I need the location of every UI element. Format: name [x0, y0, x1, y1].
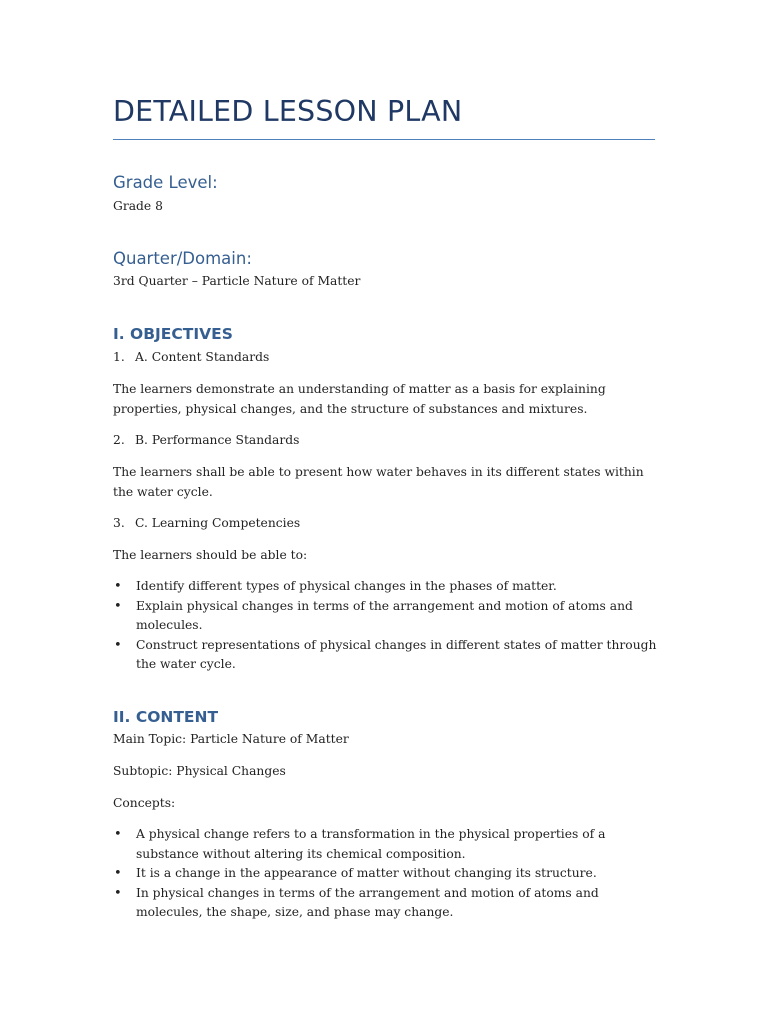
list-number: 3. — [113, 516, 125, 530]
learning-competencies-item — [113, 513, 300, 533]
bullet-icon: • — [114, 866, 122, 881]
quarter-domain-value: 3rd Quarter – Particle Nature of Matter — [113, 274, 361, 288]
learning-competencies-intro: The learners should be able to: — [113, 548, 308, 562]
concepts-list — [113, 825, 657, 923]
content-standards-item — [113, 347, 269, 367]
list-item: • It is a change in the appearance of matter without changing its structure. — [113, 864, 657, 884]
title-underline — [113, 139, 655, 140]
bullet-icon: • — [114, 579, 122, 594]
performance-standards-text: The learners shall be able to present how water behaves in its different states within the water cycle. — [113, 465, 644, 499]
list-item: • Explain physical changes in terms of the arrangement and motion of atoms and molecules. — [114, 598, 633, 632]
list-item: • Identify different types of physical changes in the phases of matter. — [113, 577, 657, 597]
bullet-icon: • — [114, 885, 122, 901]
list-number: 2. — [113, 433, 125, 447]
objectives-heading: I. OBJECTIVES — [113, 325, 233, 343]
content-heading: II. CONTENT — [113, 708, 219, 726]
list-item: • A physical change refers to a transformation in the physical properties of a substance without altering its chemical composition. — [114, 827, 606, 861]
list-item: • In physical changes in terms of the arrangement and motion of atoms and molecules, the shape, size, and phase may change. — [114, 885, 599, 919]
performance-standards-item — [113, 430, 299, 450]
content-standards-label: A. Content Standards — [135, 350, 270, 364]
list-number: 1. — [113, 350, 125, 364]
learning-competencies-label: C. Learning Competencies — [135, 516, 301, 530]
competencies-list — [113, 577, 657, 675]
subtopic: Subtopic: Physical Changes — [113, 764, 286, 778]
performance-standards-label: B. Performance Standards — [135, 433, 300, 447]
grade-level-value: Grade 8 — [113, 199, 163, 213]
concepts-label: Concepts: — [113, 796, 176, 810]
content-standards-text: The learners demonstrate an understanding of matter as a basis for explaining properties, physical changes, and the structure of substances and mixtures. — [113, 382, 606, 416]
bullet-icon: • — [114, 827, 122, 842]
list-item: • Construct representations of physical changes in different states of matter through the water cycle. — [114, 637, 657, 671]
quarter-domain-heading: Quarter/Domain: — [113, 249, 252, 268]
bullet-icon: • — [114, 598, 122, 614]
grade-level-heading: Grade Level: — [113, 173, 218, 192]
main-topic: Main Topic: Particle Nature of Matter — [113, 732, 349, 746]
page-title: DETAILED LESSON PLAN — [113, 95, 463, 128]
bullet-icon: • — [114, 637, 122, 653]
